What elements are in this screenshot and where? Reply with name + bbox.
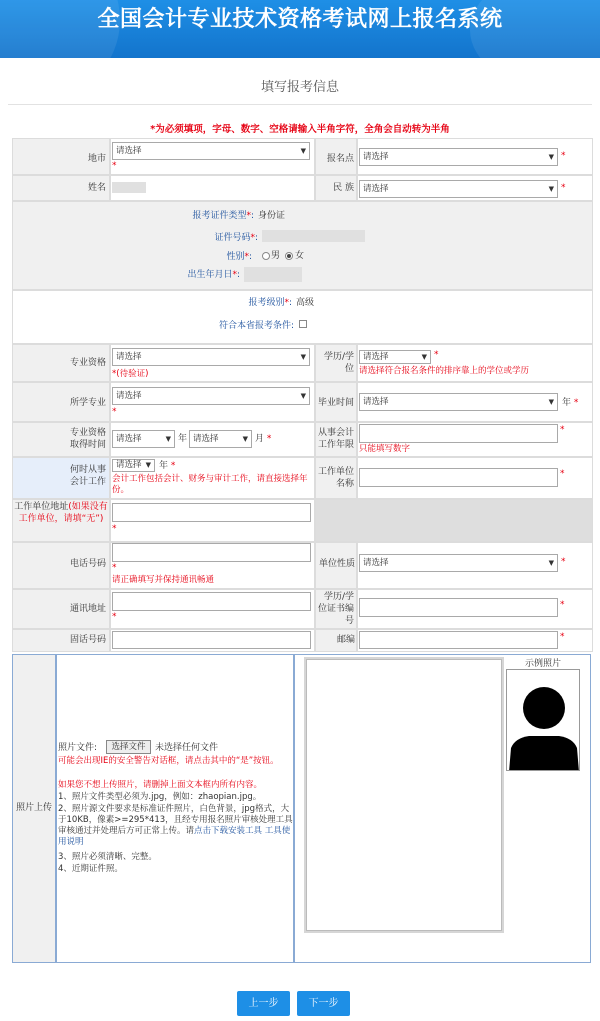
required-mark: *	[561, 183, 566, 193]
grad-year-unit	[562, 397, 578, 409]
photo-upload-label: 照片上传	[15, 803, 52, 813]
gender-male-label: 男	[271, 251, 281, 261]
phone-input[interactable]	[112, 543, 311, 562]
qual-year-unit: 年	[178, 434, 188, 444]
sample-photo	[506, 669, 580, 771]
chevron-down-icon: ▼	[548, 153, 554, 161]
edu-label-line2: 位	[344, 364, 354, 374]
required-mark: *	[560, 425, 565, 435]
required-mark: *	[560, 632, 565, 642]
landline-input[interactable]	[112, 631, 311, 649]
gender-female-radio[interactable]	[285, 252, 293, 260]
birth-date-label-text: 出生年月日	[187, 270, 233, 280]
employer-address-label-text: 工作单位地址	[14, 502, 69, 512]
cert-no-label-line1: 学历/学	[323, 592, 354, 602]
name-value-masked	[112, 182, 146, 193]
prof-qual-hint: *(待验证)	[112, 369, 149, 379]
id-number-label-text: 证件号码	[214, 233, 251, 243]
select-value: 请选择	[116, 146, 142, 156]
required-mark: *	[232, 270, 237, 280]
gender-label-text: 性别	[226, 252, 245, 262]
photo-preview-box	[304, 657, 504, 933]
header-banner	[0, 0, 600, 58]
level-label: 报考级别*:	[248, 298, 292, 308]
work-years-input[interactable]	[359, 424, 558, 443]
prof-qual-select[interactable]	[112, 348, 310, 366]
page-title: 填写报考信息	[260, 80, 339, 95]
chevron-down-icon: ▼	[300, 392, 306, 400]
chevron-down-icon: ▼	[145, 461, 151, 469]
condition-label: 符合本省报考条件:	[218, 321, 294, 331]
select-value: 请选择	[363, 184, 389, 194]
employer-address-note: (如果没有工作单位，请填“无”)	[18, 502, 108, 524]
select-value: 请选择	[116, 460, 142, 470]
photo-rule-1: 1、照片文件类型必须为.jpg，例如：zhaopian.jpg。	[58, 792, 262, 802]
required-mark: *	[560, 469, 565, 479]
birth-date-label: 出生年月日*:	[187, 270, 240, 280]
select-value: 请选择	[193, 434, 219, 444]
qual-time-label-line2: 取得时间	[69, 440, 106, 450]
qual-year-select[interactable]	[112, 430, 175, 448]
chevron-down-icon: ▼	[300, 353, 306, 361]
id-type-value: 身份证	[258, 211, 286, 221]
landline-label: 固话号码	[69, 635, 106, 645]
address-label: 通讯地址	[69, 604, 106, 614]
required-mark: *	[170, 461, 176, 471]
work-start-year-select[interactable]	[112, 459, 155, 472]
city-label: 地市	[87, 154, 106, 164]
work-years-label-line2: 工作年限	[317, 440, 354, 450]
chevron-down-icon: ▼	[421, 353, 427, 361]
work-years-label-line1: 从事会计	[317, 428, 354, 438]
postcode-label: 邮编	[336, 635, 355, 645]
prof-qual-label: 专业资格	[69, 358, 106, 368]
condition-checkbox[interactable]	[299, 320, 307, 328]
required-mark: *	[561, 151, 566, 161]
employer-input[interactable]	[359, 468, 558, 487]
postcode-input[interactable]	[359, 631, 558, 649]
required-mark: *	[561, 557, 566, 567]
grad-time-label: 毕业时间	[317, 398, 354, 408]
select-value: 请选择	[116, 391, 142, 401]
id-info-block	[12, 201, 593, 290]
chevron-down-icon: ▼	[300, 147, 306, 155]
gender-female-label: 女	[295, 251, 305, 261]
work-start-year-unit	[159, 460, 175, 472]
select-value: 请选择	[363, 558, 389, 568]
required-mark: *	[112, 612, 117, 622]
chevron-down-icon: ▼	[242, 435, 248, 443]
required-mark: *	[112, 563, 117, 573]
photo-rule-2-text: 2、照片源文件要求是标准证件照片，白色背景，jpg格式，大于10KB，像素>=295*413，且经专用报名照片审核处理工具审核通过并处理后方可正常上传。请	[58, 804, 293, 836]
year-unit-text: 年	[159, 461, 169, 471]
photo-rule-4: 4、近期证件照。	[58, 864, 123, 874]
chevron-down-icon: ▼	[548, 398, 554, 406]
choose-file-button[interactable]: 选择文件	[106, 740, 151, 754]
edu-select[interactable]	[359, 350, 431, 364]
address-input[interactable]	[112, 592, 311, 611]
work-start-hint: 会计工作包括会计、财务与审计工作，请直接选择年份。	[112, 474, 308, 495]
required-mark: *	[112, 161, 117, 171]
major-label: 所学专业	[69, 398, 106, 408]
id-type-label-text: 报考证件类型	[192, 211, 247, 221]
month-unit-text: 月	[255, 434, 265, 444]
work-years-hint: 只能填写数字	[359, 444, 411, 454]
download-tool-link[interactable]: 点击下载安装工具 工具使用说明	[58, 826, 291, 847]
edu-hint: 请选择符合报名条件的排序靠上的学位或学历	[359, 366, 530, 376]
qual-month-select[interactable]	[189, 430, 252, 448]
empty-cell	[315, 499, 593, 542]
major-select[interactable]	[112, 387, 310, 405]
city-select[interactable]	[112, 142, 310, 160]
qual-month-unit	[255, 433, 271, 445]
chevron-down-icon: ▼	[548, 559, 554, 567]
chevron-down-icon: ▼	[165, 435, 171, 443]
work-start-label-line1: 何时从事	[69, 465, 106, 475]
photo-rule-2	[58, 804, 293, 848]
required-mark: *	[112, 407, 117, 417]
prev-step-button[interactable]: 上一步	[237, 991, 290, 1016]
required-mark: *	[266, 434, 272, 444]
ie-warning: 可能会出现IE的安全警告对话框，请点击其中的“是”按钮。	[58, 756, 279, 766]
cert-no-label-line3: 号	[344, 616, 354, 626]
system-title: 全国会计专业技术资格考试网上报名系统	[97, 7, 503, 32]
photo-rule-3: 3、照片必须清晰、完整。	[58, 852, 157, 862]
unit-type-label: 单位性质	[318, 559, 355, 569]
name-label: 姓名	[87, 183, 106, 193]
work-start-label-line2: 会计工作	[69, 477, 106, 487]
select-value: 请选择	[363, 397, 389, 407]
person-silhouette-icon	[507, 670, 580, 771]
birth-date-masked	[244, 267, 302, 282]
cert-no-label-line2: 位证书编	[317, 604, 354, 614]
employer-label-line2: 名称	[335, 479, 354, 489]
required-mark: *	[250, 233, 255, 243]
required-mark: *	[284, 298, 289, 308]
radio-dot	[287, 254, 291, 258]
id-type-label: 报考证件类型*:	[192, 211, 254, 221]
edu-label-line1: 学历/学	[323, 352, 354, 362]
year-unit-text: 年	[562, 398, 572, 408]
ethnic-select[interactable]	[359, 180, 558, 198]
phone-label: 电话号码	[69, 559, 106, 569]
required-mark: *	[434, 350, 439, 360]
required-mark: *	[246, 211, 251, 221]
required-mark: *	[573, 398, 579, 408]
level-label-text: 报考级别	[248, 298, 285, 308]
select-value: 请选择	[363, 352, 389, 362]
gender-male-radio[interactable]	[262, 252, 270, 260]
qual-time-label-line1: 专业资格	[69, 428, 106, 438]
required-notice: *为必须填项，字母、数字、空格请输入半角字符，全角会自动转为半角	[150, 124, 450, 135]
select-value: 请选择	[363, 152, 389, 162]
divider	[8, 104, 592, 105]
no-file-text: 未选择任何文件	[155, 743, 219, 753]
required-mark: *	[244, 252, 249, 262]
ethnic-label: 民 族	[333, 183, 354, 193]
photo-file-label: 照片文件:	[58, 743, 98, 753]
select-value: 请选择	[116, 434, 142, 444]
site-select[interactable]	[359, 148, 558, 166]
employer-label-line1: 工作单位	[317, 467, 354, 477]
required-mark: *	[560, 600, 565, 610]
employer-address-label	[14, 501, 108, 525]
select-value: 请选择	[116, 352, 142, 362]
gender-label: 性别*:	[226, 252, 252, 262]
id-number-label: 证件号码*:	[214, 233, 258, 243]
site-label: 报名点	[326, 154, 354, 164]
next-step-button[interactable]: 下一步	[297, 991, 350, 1016]
phone-hint: 请正确填写并保持通讯畅通	[112, 575, 215, 585]
unit-type-select[interactable]	[359, 554, 558, 572]
level-value: 高级	[296, 298, 315, 308]
no-photo-warning: 如果您不想上传照片，请删掉上面文本框内所有内容。	[58, 780, 263, 790]
sample-photo-label: 示例照片	[524, 659, 561, 669]
grad-time-select[interactable]	[359, 393, 558, 411]
employer-address-input[interactable]	[112, 503, 311, 522]
cert-no-input[interactable]	[359, 598, 558, 617]
required-mark: *	[112, 524, 117, 534]
chevron-down-icon: ▼	[548, 185, 554, 193]
id-number-masked	[262, 230, 365, 242]
